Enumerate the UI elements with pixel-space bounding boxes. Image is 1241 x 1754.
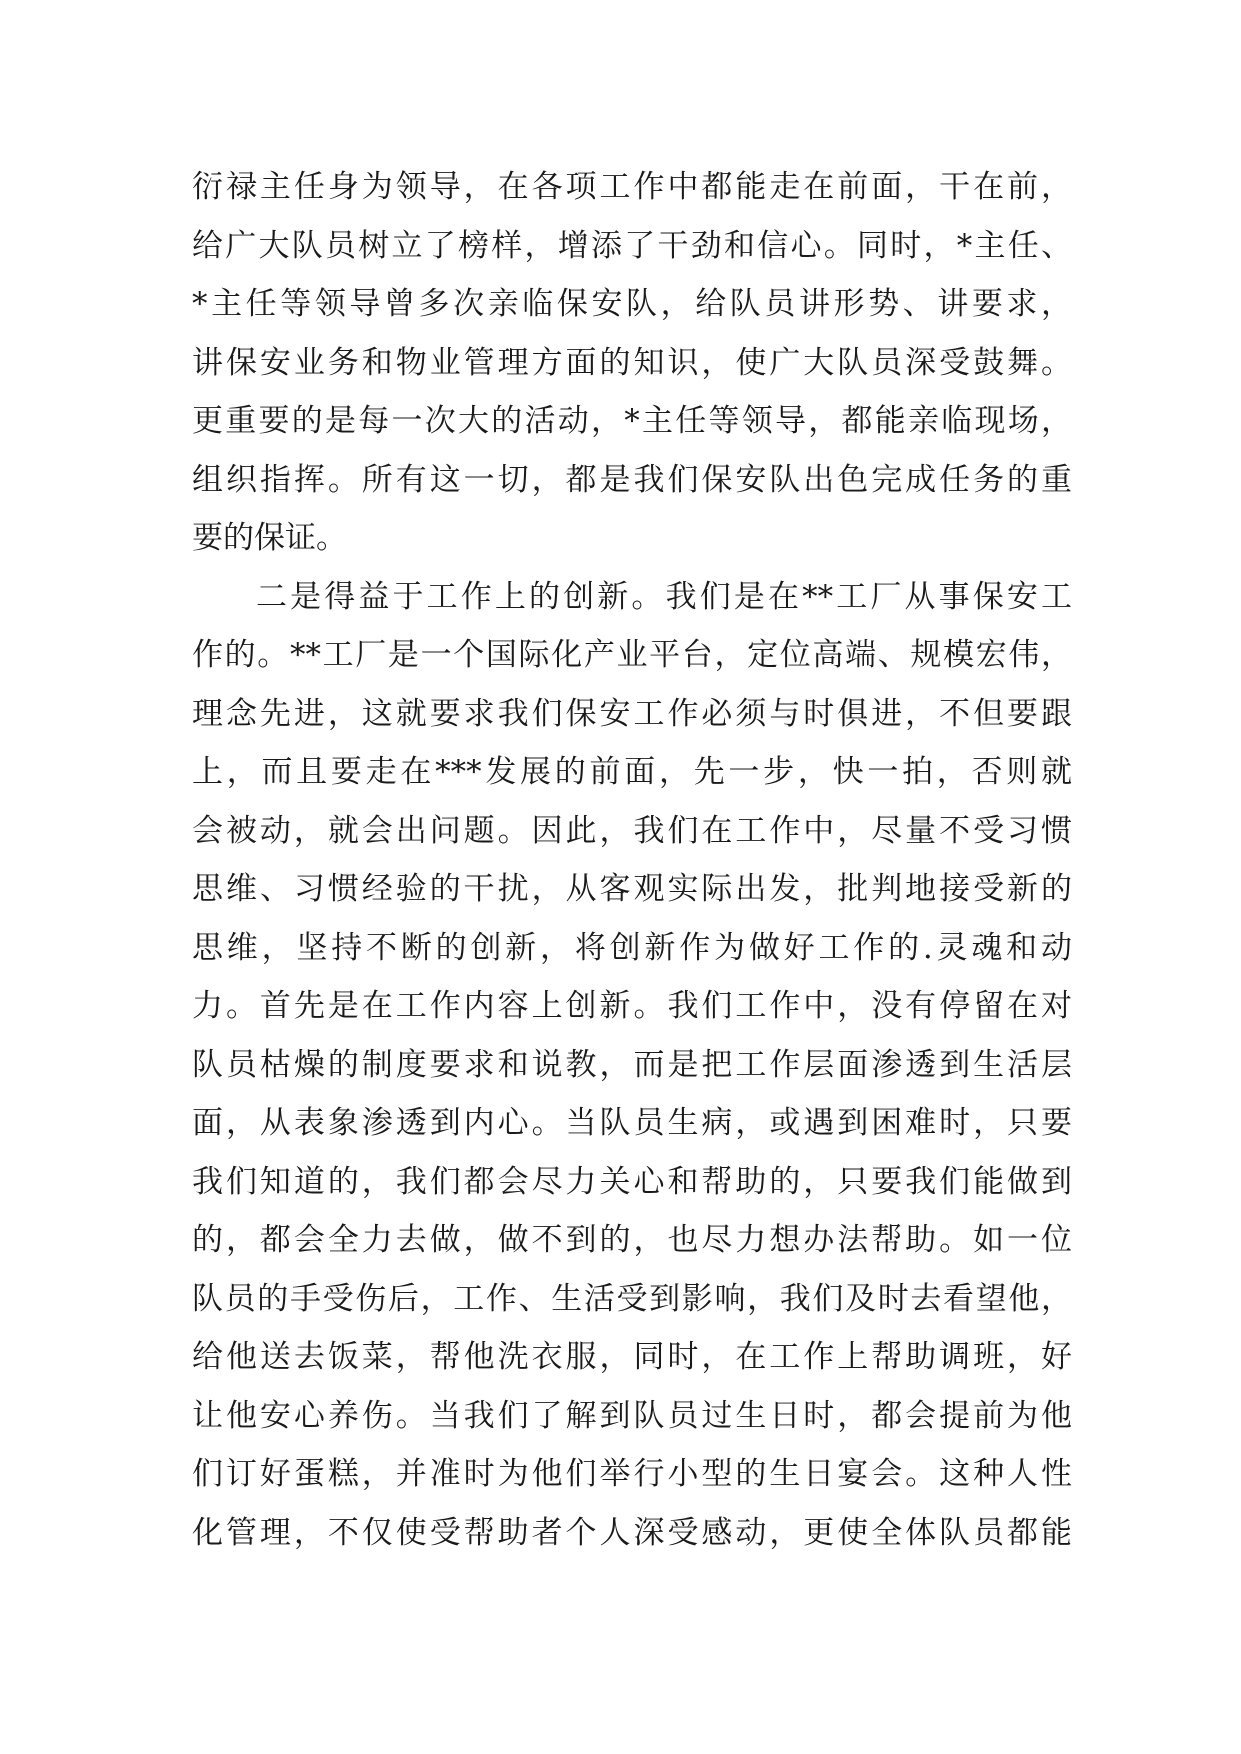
text-line: 讲保安业务和物业管理方面的知识，使广大队员深受鼓舞。: [192, 344, 1072, 381]
text-line: *主任等领导曾多次亲临保安队，给队员讲形势、讲要求，: [192, 286, 1072, 322]
text-line: 面，从表象渗透到内心。当队员生病，或遇到困难时，只要: [192, 1105, 1072, 1141]
text-line: 更重要的是每一次大的活动，*主任等领导，都能亲临现场，: [192, 403, 1072, 439]
text-line: 理念先进，这就要求我们保安工作必须与时俱进，不但要跟: [192, 695, 1072, 732]
text-line: 作的。**工厂是一个国际化产业平台，定位高端、规模宏伟，: [192, 637, 1072, 673]
text-line: 化管理，不仅使受帮助者个人深受感动，更使全体队员都能: [192, 1514, 1072, 1551]
document-body: [192, 158, 1072, 1562]
text-line: 我们知道的，我们都会尽力关心和帮助的，只要我们能做到: [192, 1163, 1072, 1200]
text-line: 思维、习惯经验的干扰，从客观实际出发，批判地接受新的: [192, 871, 1072, 907]
text-line: 们订好蛋糕，并准时为他们举行小型的生日宴会。这种人性: [192, 1456, 1072, 1492]
text-line: 组织指挥。所有这一切，都是我们保安队出色完成任务的重: [192, 461, 1072, 498]
text-line: 力。首先是在工作内容上创新。我们工作中，没有停留在对: [192, 988, 1072, 1024]
text-line: 衍禄主任身为领导，在各项工作中都能走在前面，干在前，: [192, 169, 1072, 205]
text-line: 会被动，就会出问题。因此，我们在工作中，尽量不受习惯: [192, 812, 1072, 849]
text-line: 给他送去饭菜，帮他洗衣服，同时，在工作上帮助调班，好: [192, 1339, 1072, 1375]
text-line: 二是得益于工作上的创新。我们是在**工厂从事保安工: [256, 578, 1072, 615]
text-line: 上，而且要走在***发展的前面，先一步，快一拍，否则就: [192, 754, 1072, 790]
paragraph-innovation: [192, 568, 1072, 1563]
text-line: 思维，坚持不断的创新，将创新作为做好工作的.灵魂和动: [192, 929, 1072, 966]
text-line: 的，都会全力去做，做不到的，也尽力想办法帮助。如一位: [192, 1222, 1072, 1258]
text-line: 队员枯燥的制度要求和说教，而是把工作层面渗透到生活层: [192, 1046, 1072, 1083]
text-line: 队员的手受伤后，工作、生活受到影响，我们及时去看望他，: [192, 1280, 1072, 1317]
text-line: 要的保证。: [192, 520, 347, 556]
text-line: 让他安心养伤。当我们了解到队员过生日时，都会提前为他: [192, 1397, 1072, 1434]
text-line: 给广大队员树立了榜样，增添了干劲和信心。同时，*主任、: [192, 227, 1072, 264]
paragraph-leadership: [192, 158, 1072, 568]
